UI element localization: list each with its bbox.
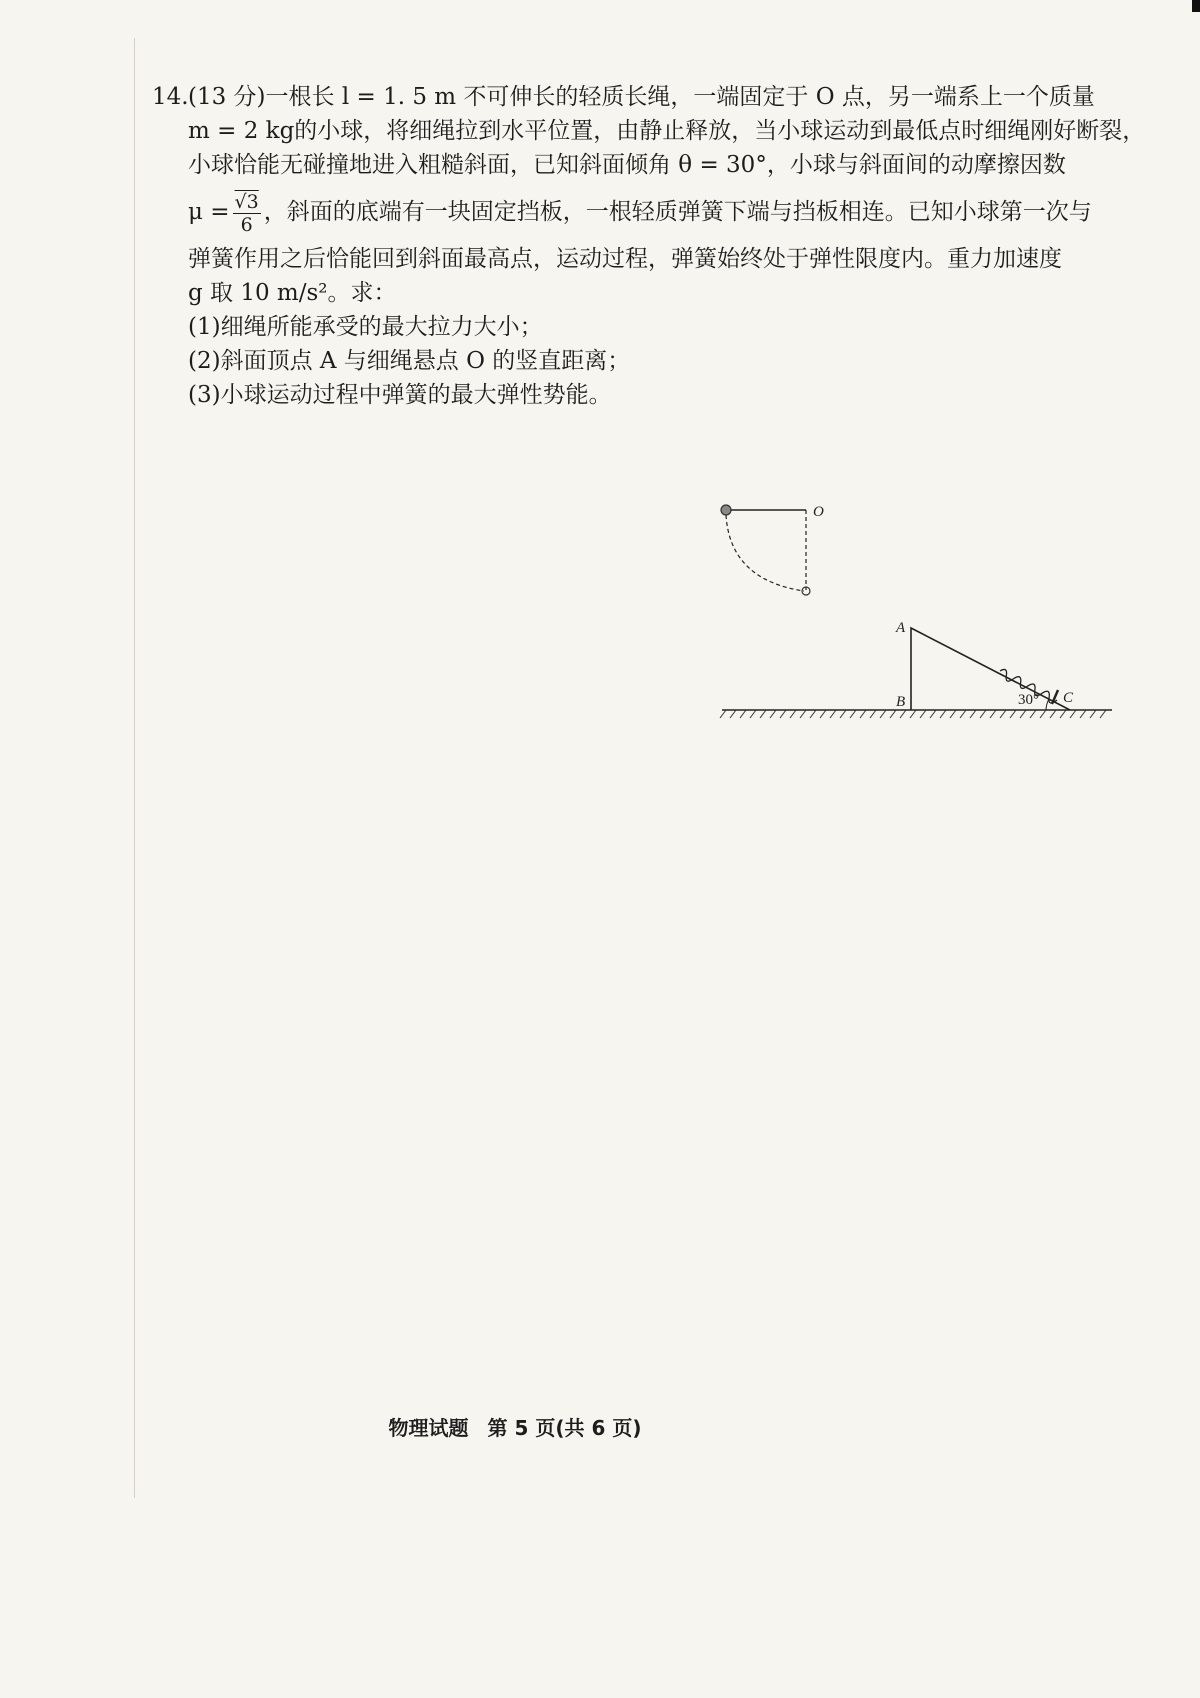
stem-line-6: g 取 10 m/s²。求： (188, 280, 397, 306)
mu-numerator: √3 (234, 190, 259, 213)
stem-line-5: 弹簧作用之后恰能回到斜面最高点，运动过程，弹簧始终处于弹性限度内。重力加速度 (188, 246, 1062, 272)
page-footer (0, 1412, 1030, 1441)
sub-question-3: (3)小球运动过程中弹簧的最大弹性势能。 (188, 382, 612, 408)
label-B: B (896, 694, 906, 710)
label-C: C (1063, 690, 1074, 706)
angle-label: 30° (1018, 692, 1039, 708)
sub-question-1: (1)细绳所能承受的最大拉力大小； (188, 314, 543, 340)
physics-diagram (700, 490, 1120, 730)
mu-suffix: ，斜面的底端有一块固定挡板，一根轻质弹簧下端与挡板相连。已知小球第一次与 (263, 199, 1092, 225)
footer-page: 第 5 页(共 6 页) (487, 1416, 642, 1440)
label-A: A (896, 620, 906, 636)
mu-fraction (233, 191, 261, 236)
ground-hatching (720, 710, 1106, 718)
swing-arc (726, 515, 804, 591)
stem-line-1: (13 分)一根长 l = 1. 5 m 不可伸长的轻质长绳，一端固定于 O 点，另一端系上一个质量 (188, 84, 1095, 110)
stem-line-3: 小球恰能无碰撞地进入粗糙斜面，已知斜面倾角 θ = 30°，小球与斜面间的动摩擦因数 (188, 152, 1066, 178)
stem-line-4 (188, 182, 1145, 242)
ball (721, 505, 731, 515)
incline-triangle (911, 628, 1070, 710)
angle-arc (1046, 699, 1049, 710)
label-O: O (813, 504, 824, 520)
diagram-svg (700, 490, 1120, 730)
question-number: 14. (152, 84, 189, 110)
margin-line (134, 38, 135, 1498)
stem-line-2: m = 2 kg的小球，将细绳拉到水平位置，由静止释放，当小球运动到最低点时细绳刚好断裂， (188, 118, 1146, 144)
problem-14 (152, 80, 1146, 412)
sub-question-2: (2)斜面顶点 A 与细绳悬点 O 的竖直距离； (188, 348, 631, 374)
scan-corner-mark (1192, 0, 1200, 12)
mu-prefix: μ = (188, 199, 230, 225)
footer-subject: 物理试题 (388, 1416, 469, 1440)
mu-denominator: 6 (240, 213, 253, 236)
problem-stem (152, 80, 1146, 310)
